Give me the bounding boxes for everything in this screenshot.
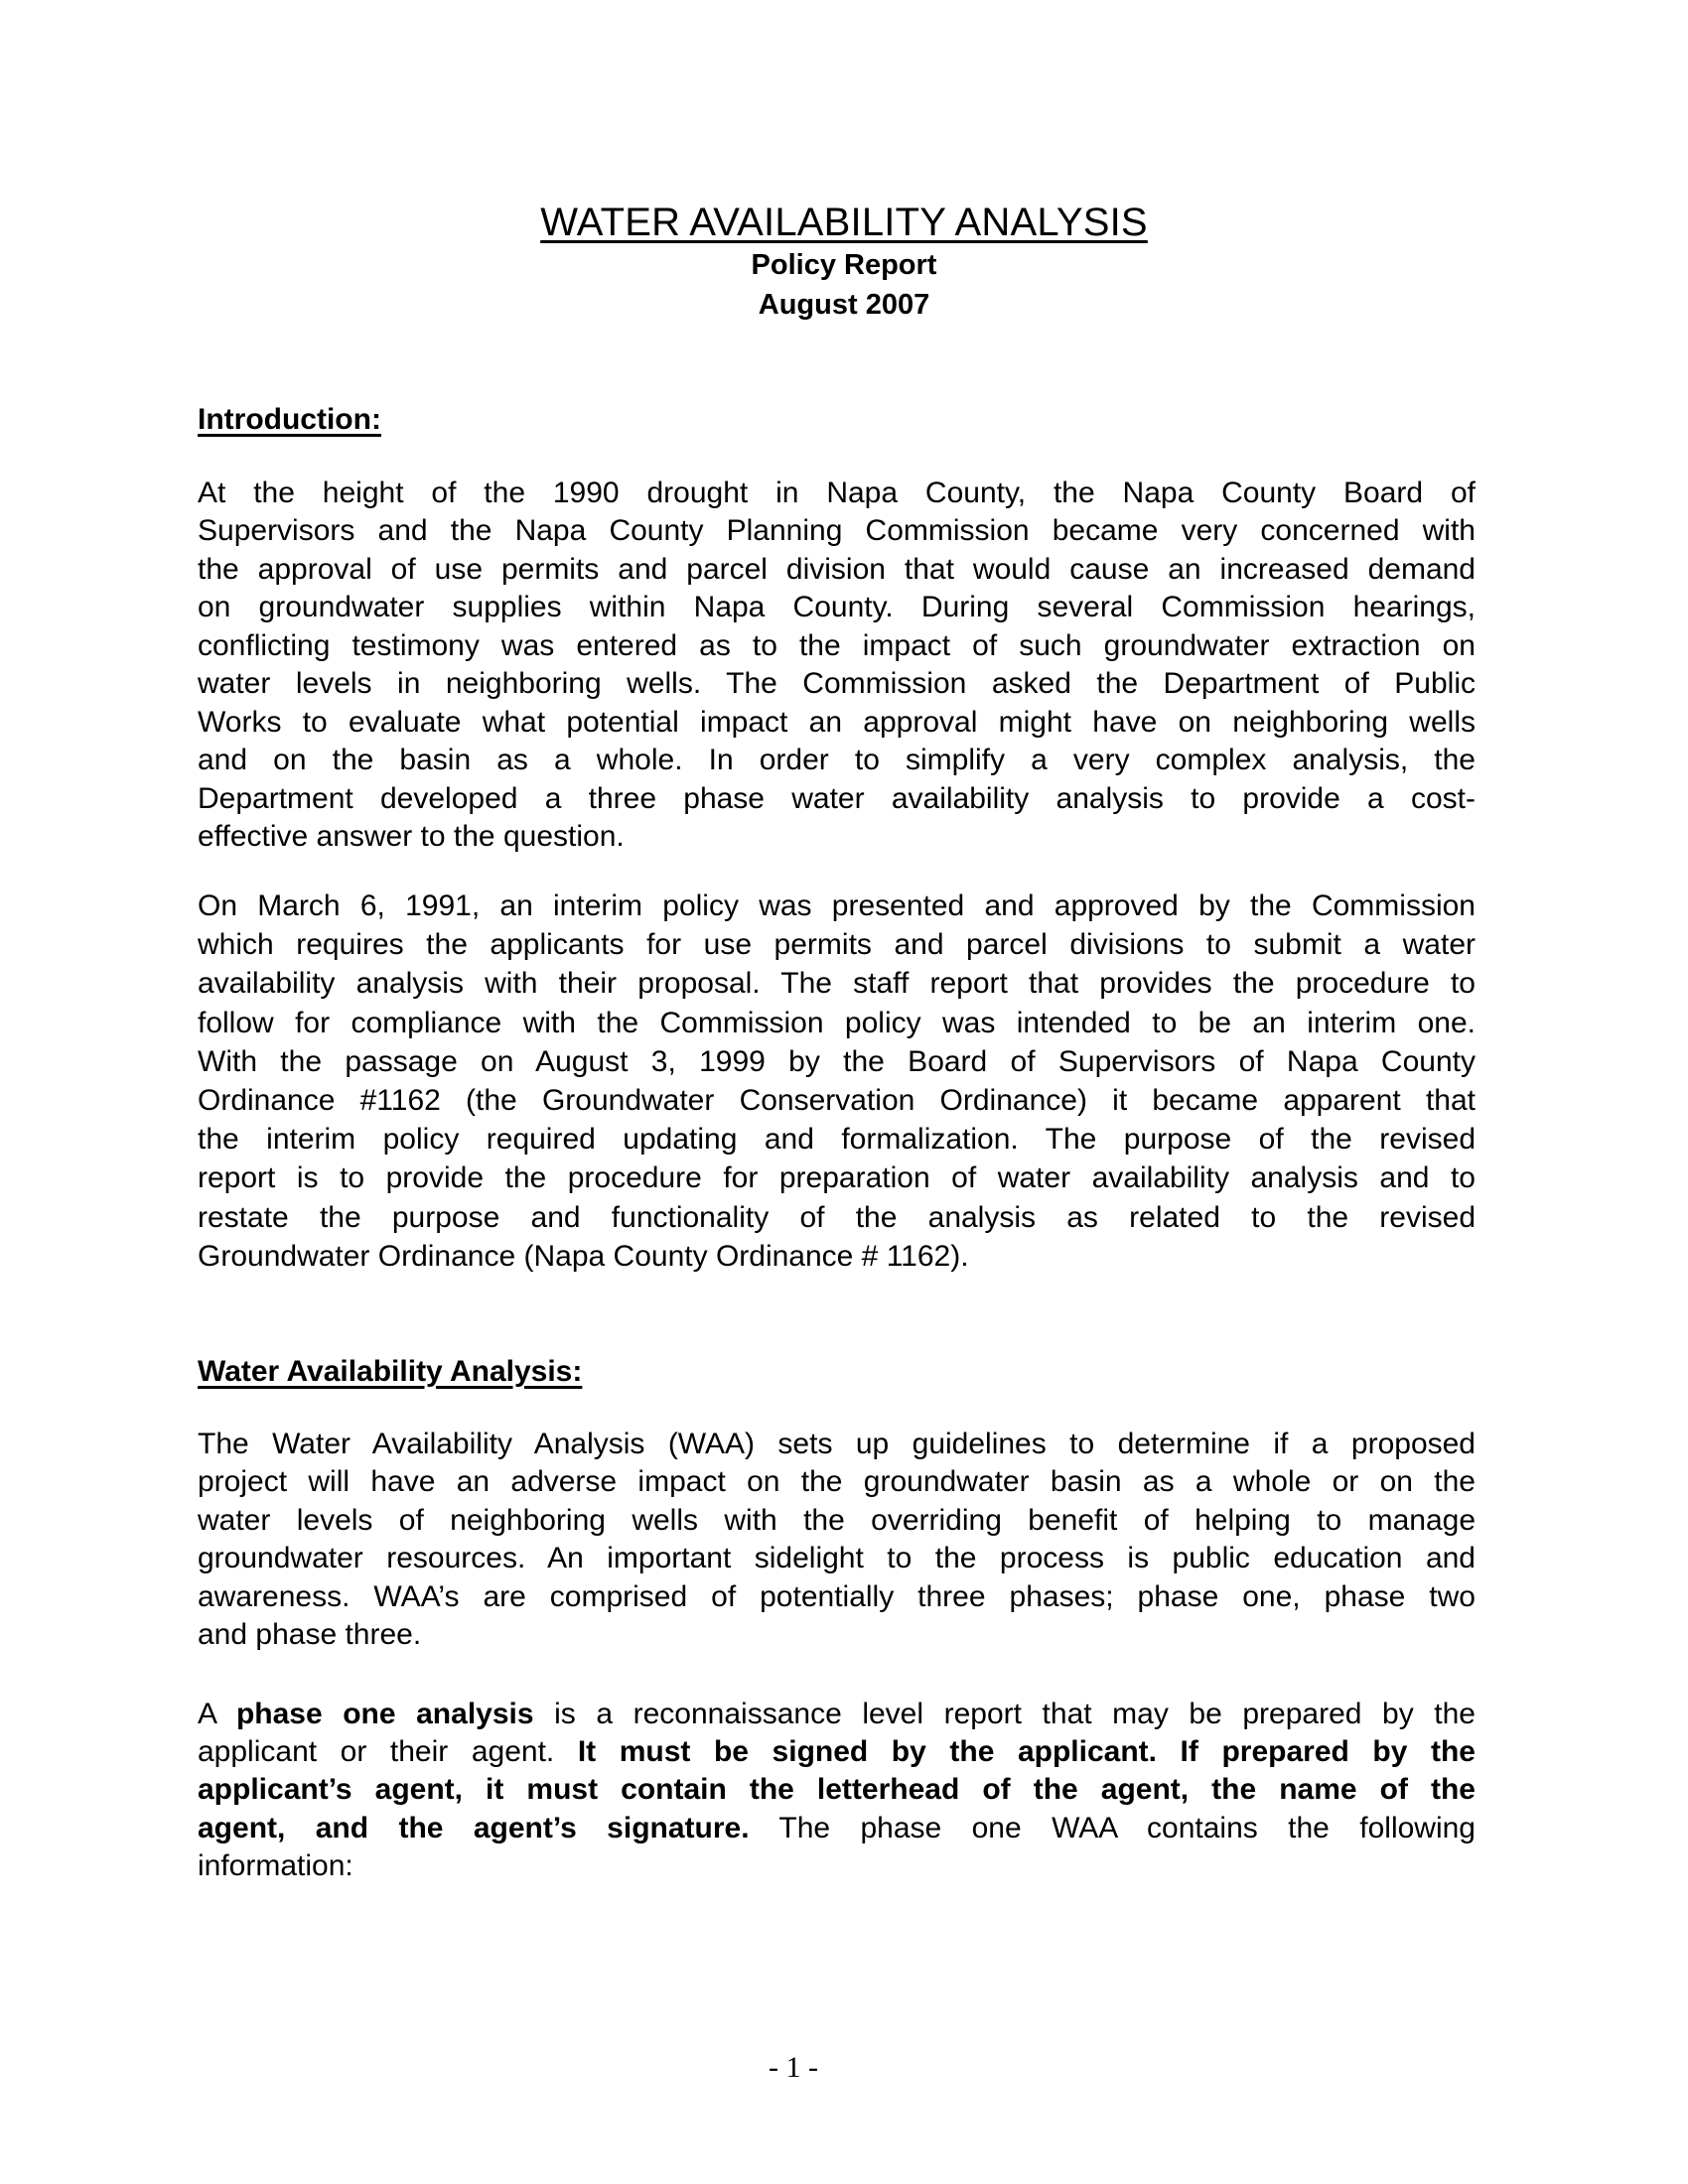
document-title <box>0 200 1688 245</box>
section-heading-introduction: Introduction: <box>198 403 381 436</box>
text-line: conflicting testimony was entered as to the impact of such groundwater extraction on <box>198 628 1476 662</box>
page-number: - 1 - <box>769 2051 818 2084</box>
text-run: information: <box>198 1848 353 1882</box>
paragraph-waa-1 <box>198 1426 1476 1654</box>
bold-text-run: applicant’s agent, it must contain the letterhead of the agent, the name of the <box>198 1773 1476 1807</box>
text-line: On March 6, 1991, an interim policy was presented and approved by the Commission <box>198 889 1476 922</box>
text-line: and phase three. <box>198 1617 422 1651</box>
text-line: and on the basin as a whole. In order to simplify a very complex analysis, the <box>198 744 1476 777</box>
paragraph-introduction-2 <box>198 887 1476 1276</box>
text-line: Department developed a three phase water availability analysis to provide a cost- <box>198 781 1476 815</box>
text-line: Supervisors and the Napa County Planning Commission became very concerned with <box>198 514 1476 548</box>
text-run: applicant or their agent. <box>198 1735 578 1769</box>
text-line <box>198 1733 1476 1771</box>
text-line: water levels of neighboring wells with the overriding benefit of helping to manage <box>198 1503 1476 1537</box>
text-line: The Water Availability Analysis (WAA) sets up guidelines to determine if a proposed <box>198 1428 1476 1460</box>
text-line: water levels in neighboring wells. The Commission asked the Department of Public <box>198 667 1476 701</box>
text-line <box>198 1696 1476 1733</box>
bold-text-run: agent, and the agent’s signature. <box>198 1811 750 1844</box>
text-line: awareness. WAA’s are comprised of potentially three phases; phase one, phase two <box>198 1579 1476 1613</box>
text-run: is a reconnaissance level report that may be prepared by the <box>533 1698 1476 1730</box>
text-line: on groundwater supplies within Napa County. During several Commission hearings, <box>198 591 1476 624</box>
text-line: At the height of the 1990 drought in Napa County, the Napa County Board of <box>198 477 1476 509</box>
text-run: The phase one WAA contains the following <box>749 1811 1476 1844</box>
text-line: Ordinance #1162 (the Groundwater Conservation Ordinance) it became apparent that <box>198 1083 1476 1117</box>
text-line <box>198 1810 1476 1847</box>
document-date: August 2007 <box>758 289 930 321</box>
paragraph-introduction-1 <box>198 475 1476 856</box>
text-line <box>198 1771 1476 1809</box>
text-line: effective answer to the question. <box>198 819 625 853</box>
text-line: availability analysis with their proposal. The staff report that provides the procedure to <box>198 967 1476 1001</box>
document-subtitle: Policy Report <box>751 249 937 281</box>
text-line: project will have an adverse impact on the groundwater basin as a whole or on the <box>198 1465 1476 1499</box>
text-line: groundwater resources. An important sidelight to the process is public education and <box>198 1542 1476 1575</box>
text-line: the approval of use permits and parcel division that would cause an increased demand <box>198 552 1476 586</box>
text-line: follow for compliance with the Commission policy was intended to be an interim one. <box>198 1006 1476 1039</box>
text-line: Works to evaluate what potential impact an approval might have on neighboring wells <box>198 705 1476 739</box>
bold-text-run: It must be signed by the applicant. If prepared by the <box>577 1735 1476 1769</box>
bold-text-run: phase one analysis <box>235 1698 534 1730</box>
text-line: report is to provide the procedure for preparation of water availability analysis and to <box>198 1161 1476 1195</box>
text-line <box>198 1847 1476 1885</box>
text-line: Groundwater Ordinance (Napa County Ordinance # 1162). <box>198 1239 969 1273</box>
text-line: which requires the applicants for use permits and parcel divisions to submit a water <box>198 928 1476 962</box>
text-line: the interim policy required updating and formalization. The purpose of the revised <box>198 1123 1476 1157</box>
text-line: With the passage on August 3, 1999 by the Board of Supervisors of Napa County <box>198 1044 1476 1078</box>
document-title-text: WATER AVAILABILITY ANALYSIS <box>540 201 1148 244</box>
section-heading-water-availability-analysis: Water Availability Analysis: <box>198 1355 583 1388</box>
paragraph-phase-one-analysis <box>198 1696 1476 1885</box>
text-run: A <box>198 1698 236 1730</box>
text-line: restate the purpose and functionality of the analysis as related to the revised <box>198 1200 1476 1234</box>
